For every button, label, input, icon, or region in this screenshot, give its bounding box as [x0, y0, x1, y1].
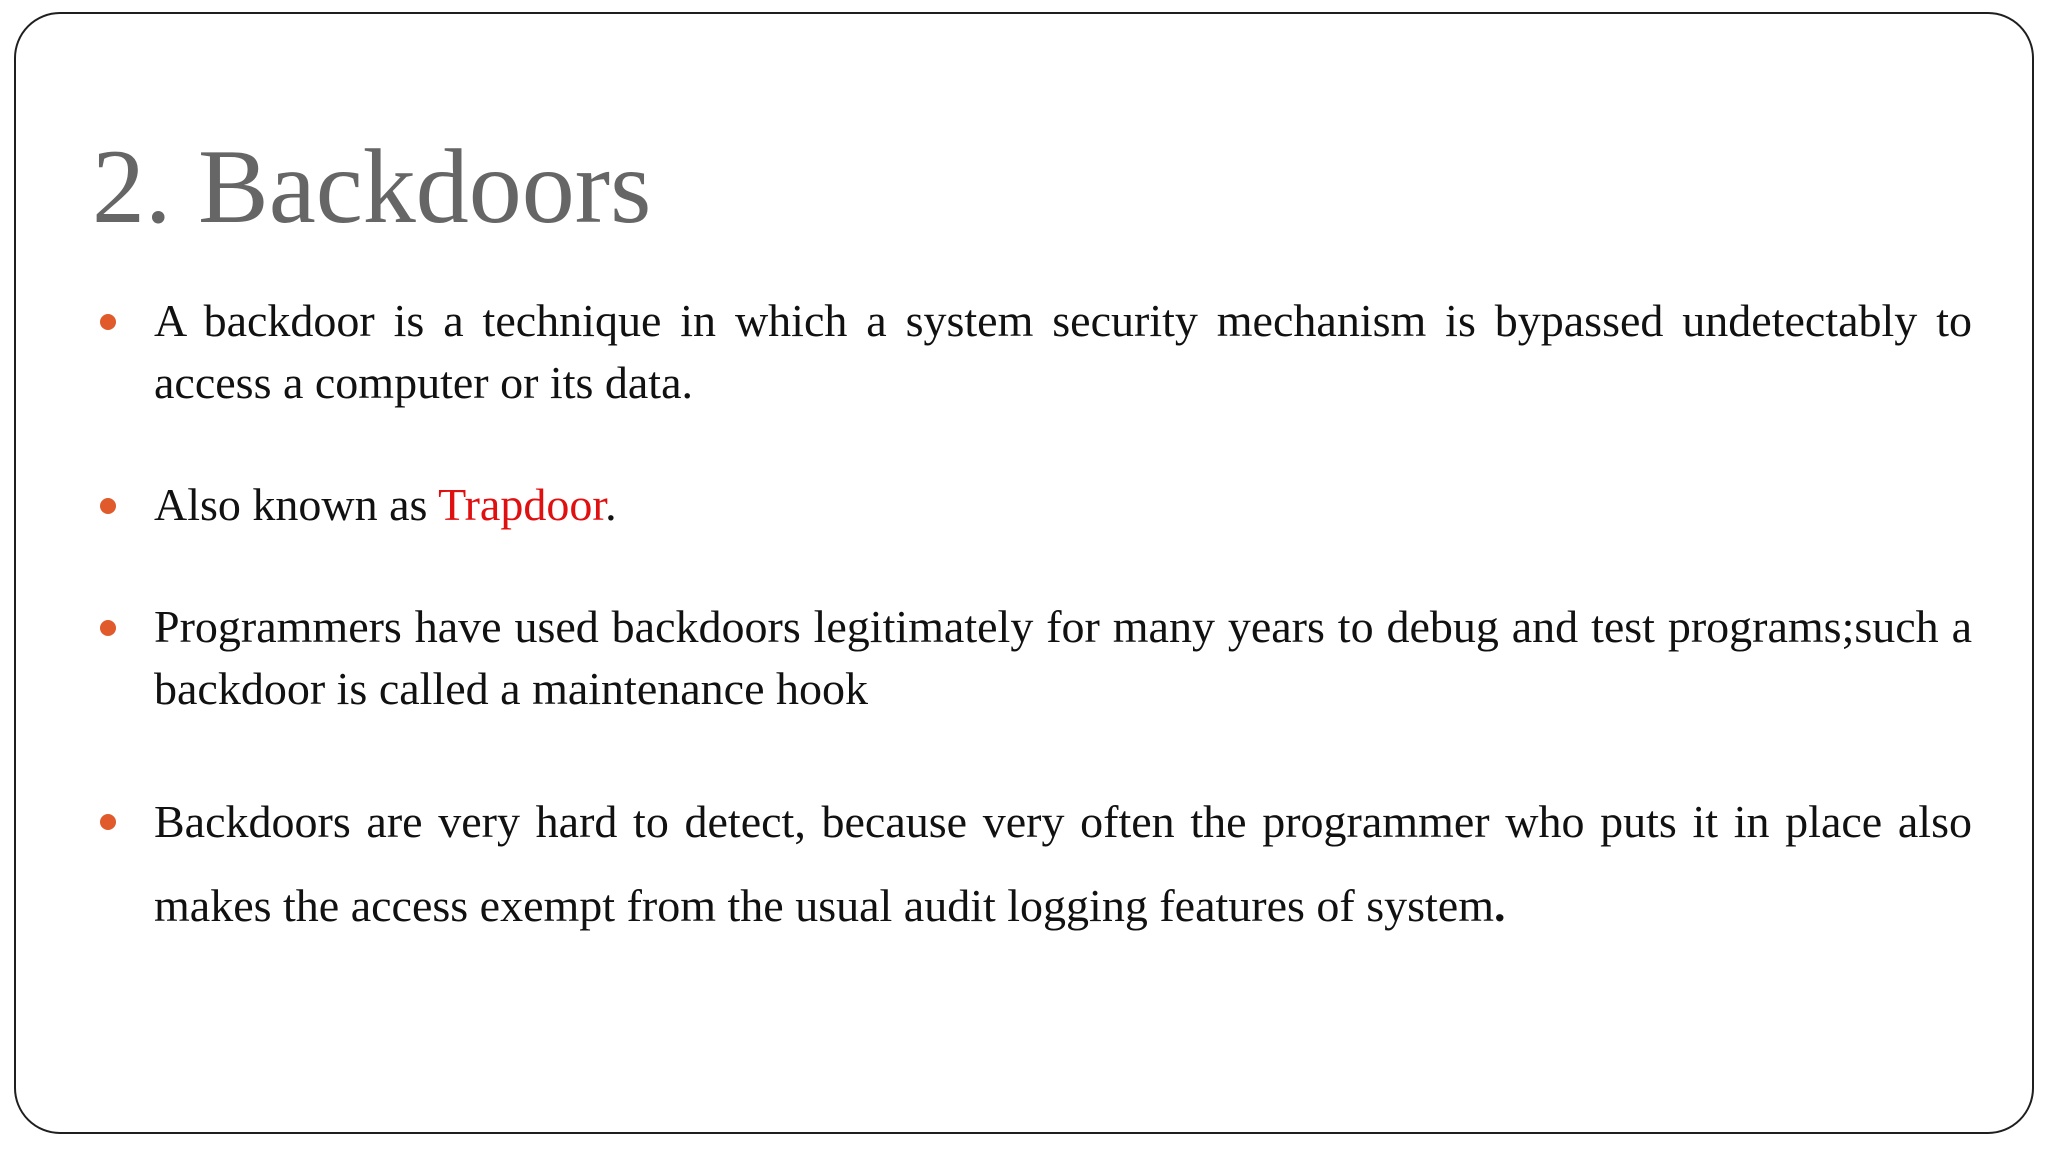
bullet-item-maintenance-hook	[92, 596, 1972, 720]
trapdoor-highlight: Trapdoor	[438, 479, 606, 530]
bullet-dot-icon	[100, 620, 116, 636]
bullet-list	[92, 290, 1972, 948]
bullet-text-suffix: .	[605, 479, 617, 530]
bullet-item-backdoor-definition	[92, 290, 1972, 414]
bullet-text: Programmers have used backdoors legitimately for many years to debug and test programs;such a backdoor is called a maintenance hook	[154, 601, 1972, 714]
bullet-text: Backdoors are very hard to detect, because very often the programmer who puts it in place also makes the access exempt from the usual audit logging features of system	[154, 796, 1972, 931]
slide-title: 2. Backdoors	[92, 128, 652, 245]
bullet-end-period: .	[1494, 880, 1506, 931]
bullet-text-prefix: Also known as	[154, 479, 439, 530]
bullet-text: A backdoor is a technique in which a system security mechanism is bypassed undetectably to access a computer or its data.	[154, 295, 1972, 408]
bullet-dot-icon	[100, 814, 116, 830]
bullet-item-also-known-as	[92, 474, 1972, 536]
bullet-dot-icon	[100, 314, 116, 330]
slide-frame	[14, 12, 2034, 1134]
bullet-item-hard-to-detect	[92, 780, 1972, 948]
bullet-dot-icon	[100, 498, 116, 514]
